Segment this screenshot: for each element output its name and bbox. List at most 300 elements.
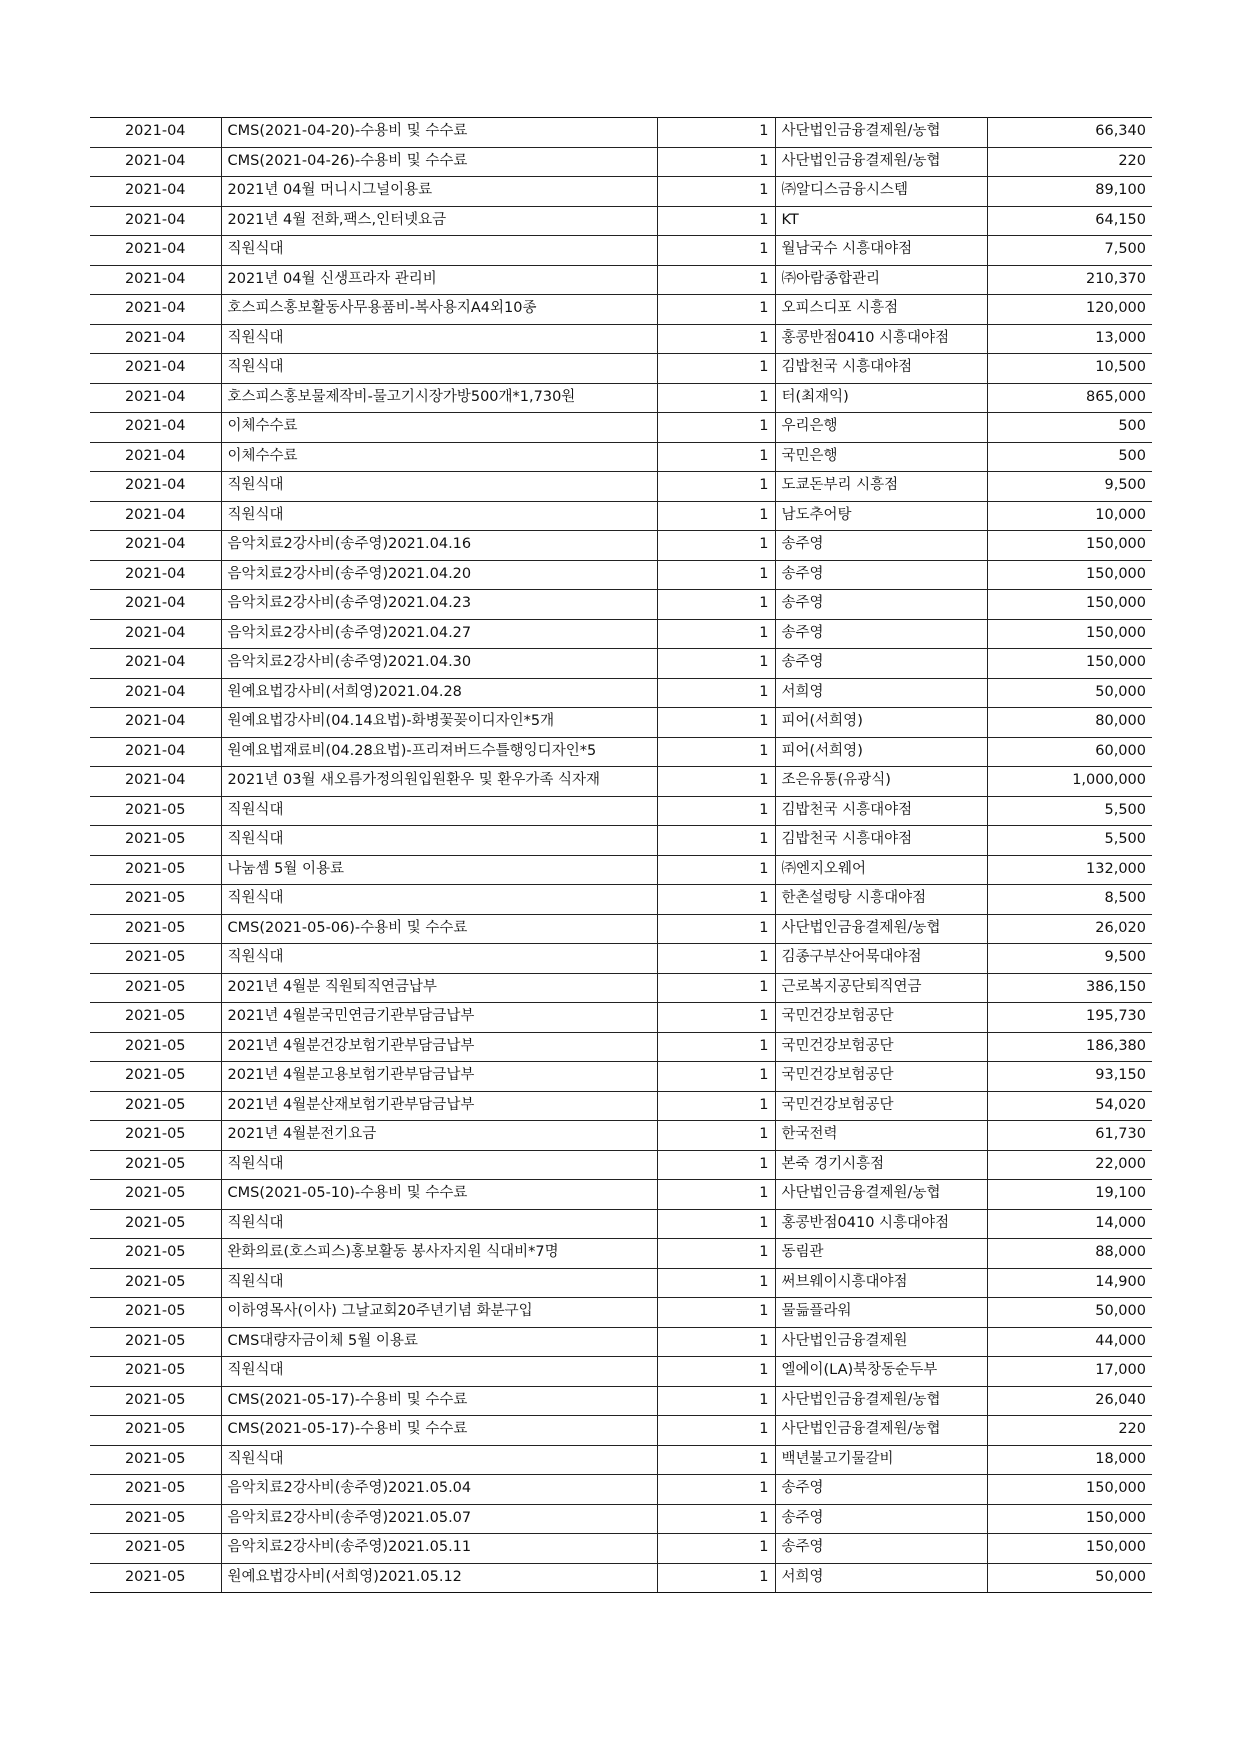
row-quantity: 1 xyxy=(657,1121,775,1151)
row-vendor: KT xyxy=(775,206,987,236)
row-date: 2021-04 xyxy=(90,265,221,295)
row-date: 2021-04 xyxy=(90,118,221,148)
row-amount: 10,500 xyxy=(987,354,1152,384)
table-row xyxy=(90,1003,1152,1033)
row-description: 직원식대 xyxy=(221,236,657,266)
row-description: 2021년 4월분전기요금 xyxy=(221,1121,657,1151)
row-vendor: 물듦플라워 xyxy=(775,1298,987,1328)
row-amount: 150,000 xyxy=(987,1504,1152,1534)
row-date: 2021-04 xyxy=(90,501,221,531)
row-vendor: 사단법인금융결제원 xyxy=(775,1327,987,1357)
row-date: 2021-04 xyxy=(90,324,221,354)
row-amount: 80,000 xyxy=(987,708,1152,738)
row-amount: 13,000 xyxy=(987,324,1152,354)
row-amount: 500 xyxy=(987,413,1152,443)
row-amount: 865,000 xyxy=(987,383,1152,413)
row-description: 원예요법재료비(04.28요법)-프리져버드수틀행잉디자인*5 xyxy=(221,737,657,767)
row-description: 2021년 4월분 직원퇴직연금납부 xyxy=(221,973,657,1003)
table-row xyxy=(90,914,1152,944)
table-row xyxy=(90,649,1152,679)
row-vendor: ㈜엔지오웨어 xyxy=(775,855,987,885)
row-vendor: 엘에이(LA)북창동순두부 xyxy=(775,1357,987,1387)
row-description: 음악치료2강사비(송주영)2021.04.20 xyxy=(221,560,657,590)
row-date: 2021-05 xyxy=(90,1150,221,1180)
row-quantity: 1 xyxy=(657,678,775,708)
row-vendor: 한촌설렁탕 시흥대야점 xyxy=(775,885,987,915)
row-quantity: 1 xyxy=(657,1298,775,1328)
row-amount: 120,000 xyxy=(987,295,1152,325)
row-date: 2021-05 xyxy=(90,1357,221,1387)
row-amount: 5,500 xyxy=(987,796,1152,826)
row-amount: 150,000 xyxy=(987,560,1152,590)
row-date: 2021-05 xyxy=(90,1416,221,1446)
row-date: 2021-05 xyxy=(90,1386,221,1416)
row-date: 2021-05 xyxy=(90,973,221,1003)
table-row xyxy=(90,1062,1152,1092)
row-date: 2021-04 xyxy=(90,619,221,649)
row-vendor: 국민은행 xyxy=(775,442,987,472)
row-description: 직원식대 xyxy=(221,1445,657,1475)
table-row xyxy=(90,1032,1152,1062)
table-row xyxy=(90,531,1152,561)
row-quantity: 1 xyxy=(657,354,775,384)
row-description: 직원식대 xyxy=(221,1268,657,1298)
row-vendor: 남도추어탕 xyxy=(775,501,987,531)
row-quantity: 1 xyxy=(657,501,775,531)
row-description: 2021년 4월분건강보험기관부담금납부 xyxy=(221,1032,657,1062)
row-quantity: 1 xyxy=(657,531,775,561)
row-quantity: 1 xyxy=(657,649,775,679)
row-date: 2021-05 xyxy=(90,1032,221,1062)
row-description: 원예요법강사비(서희영)2021.05.12 xyxy=(221,1563,657,1593)
row-date: 2021-05 xyxy=(90,1239,221,1269)
row-date: 2021-05 xyxy=(90,1445,221,1475)
row-quantity: 1 xyxy=(657,1062,775,1092)
row-date: 2021-04 xyxy=(90,708,221,738)
table-row xyxy=(90,295,1152,325)
row-quantity: 1 xyxy=(657,737,775,767)
row-amount: 150,000 xyxy=(987,649,1152,679)
row-amount: 150,000 xyxy=(987,619,1152,649)
row-quantity: 1 xyxy=(657,206,775,236)
row-vendor: 송주영 xyxy=(775,1475,987,1505)
table-row xyxy=(90,118,1152,148)
table-row xyxy=(90,1475,1152,1505)
table-row xyxy=(90,560,1152,590)
row-date: 2021-04 xyxy=(90,649,221,679)
row-quantity: 1 xyxy=(657,1150,775,1180)
row-amount: 9,500 xyxy=(987,944,1152,974)
row-amount: 195,730 xyxy=(987,1003,1152,1033)
row-vendor: 홍콩반점0410 시흥대야점 xyxy=(775,324,987,354)
row-date: 2021-05 xyxy=(90,855,221,885)
row-quantity: 1 xyxy=(657,590,775,620)
row-description: 직원식대 xyxy=(221,1150,657,1180)
table-row xyxy=(90,1563,1152,1593)
row-vendor: 써브웨이시흥대야점 xyxy=(775,1268,987,1298)
row-vendor: 터(최재익) xyxy=(775,383,987,413)
row-date: 2021-04 xyxy=(90,383,221,413)
row-vendor: 송주영 xyxy=(775,1534,987,1564)
row-date: 2021-05 xyxy=(90,1003,221,1033)
row-vendor: 송주영 xyxy=(775,619,987,649)
table-row xyxy=(90,1298,1152,1328)
row-amount: 150,000 xyxy=(987,1534,1152,1564)
table-row xyxy=(90,944,1152,974)
row-quantity: 1 xyxy=(657,1091,775,1121)
row-description: 2021년 4월분고용보험기관부담금납부 xyxy=(221,1062,657,1092)
row-quantity: 1 xyxy=(657,1209,775,1239)
row-quantity: 1 xyxy=(657,855,775,885)
row-quantity: 1 xyxy=(657,324,775,354)
table-row xyxy=(90,324,1152,354)
row-vendor: 도쿄돈부리 시흥점 xyxy=(775,472,987,502)
row-amount: 132,000 xyxy=(987,855,1152,885)
row-description: 직원식대 xyxy=(221,501,657,531)
row-quantity: 1 xyxy=(657,265,775,295)
row-vendor: 피어(서희영) xyxy=(775,737,987,767)
row-vendor: 송주영 xyxy=(775,649,987,679)
row-quantity: 1 xyxy=(657,796,775,826)
row-description: CMS(2021-05-10)-수용비 및 수수료 xyxy=(221,1180,657,1210)
row-date: 2021-05 xyxy=(90,1180,221,1210)
row-amount: 8,500 xyxy=(987,885,1152,915)
row-quantity: 1 xyxy=(657,1268,775,1298)
row-description: 나눔셈 5월 이용료 xyxy=(221,855,657,885)
row-vendor: 송주영 xyxy=(775,590,987,620)
table-row xyxy=(90,767,1152,797)
row-amount: 26,020 xyxy=(987,914,1152,944)
row-vendor: 우리은행 xyxy=(775,413,987,443)
row-amount: 26,040 xyxy=(987,1386,1152,1416)
row-date: 2021-04 xyxy=(90,678,221,708)
table-row xyxy=(90,1150,1152,1180)
table-row xyxy=(90,472,1152,502)
row-vendor: 조은유통(유광식) xyxy=(775,767,987,797)
row-description: 음악치료2강사비(송주영)2021.04.30 xyxy=(221,649,657,679)
table-row xyxy=(90,590,1152,620)
row-description: 2021년 03월 새오름가정의원입원환우 및 환우가족 식자재 xyxy=(221,767,657,797)
row-description: 음악치료2강사비(송주영)2021.04.27 xyxy=(221,619,657,649)
table-row xyxy=(90,442,1152,472)
row-vendor: 홍콩반점0410 시흥대야점 xyxy=(775,1209,987,1239)
row-date: 2021-04 xyxy=(90,442,221,472)
table-row xyxy=(90,1239,1152,1269)
row-quantity: 1 xyxy=(657,1032,775,1062)
row-description: 호스피스홍보활동사무용품비-복사용지A4외10종 xyxy=(221,295,657,325)
row-description: 음악치료2강사비(송주영)2021.05.04 xyxy=(221,1475,657,1505)
row-date: 2021-05 xyxy=(90,1121,221,1151)
row-description: CMS(2021-05-17)-수용비 및 수수료 xyxy=(221,1416,657,1446)
row-quantity: 1 xyxy=(657,1357,775,1387)
row-amount: 9,500 xyxy=(987,472,1152,502)
row-amount: 44,000 xyxy=(987,1327,1152,1357)
table-row xyxy=(90,1327,1152,1357)
row-description: 호스피스홍보물제작비-물고기시장가방500개*1,730원 xyxy=(221,383,657,413)
row-amount: 150,000 xyxy=(987,1475,1152,1505)
row-date: 2021-05 xyxy=(90,1091,221,1121)
row-date: 2021-04 xyxy=(90,472,221,502)
row-amount: 88,000 xyxy=(987,1239,1152,1269)
row-amount: 89,100 xyxy=(987,177,1152,207)
row-amount: 220 xyxy=(987,147,1152,177)
row-description: 직원식대 xyxy=(221,796,657,826)
row-vendor: 오피스디포 시흥점 xyxy=(775,295,987,325)
row-vendor: ㈜알디스금융시스템 xyxy=(775,177,987,207)
row-amount: 500 xyxy=(987,442,1152,472)
row-date: 2021-05 xyxy=(90,1298,221,1328)
row-date: 2021-05 xyxy=(90,1209,221,1239)
row-vendor: 송주영 xyxy=(775,1504,987,1534)
row-description: 원예요법강사비(서희영)2021.04.28 xyxy=(221,678,657,708)
row-amount: 64,150 xyxy=(987,206,1152,236)
row-amount: 19,100 xyxy=(987,1180,1152,1210)
row-description: 직원식대 xyxy=(221,354,657,384)
row-quantity: 1 xyxy=(657,885,775,915)
row-amount: 186,380 xyxy=(987,1032,1152,1062)
row-quantity: 1 xyxy=(657,560,775,590)
table-row xyxy=(90,678,1152,708)
row-amount: 17,000 xyxy=(987,1357,1152,1387)
row-description: 음악치료2강사비(송주영)2021.05.11 xyxy=(221,1534,657,1564)
row-quantity: 1 xyxy=(657,177,775,207)
row-quantity: 1 xyxy=(657,767,775,797)
row-amount: 50,000 xyxy=(987,1298,1152,1328)
row-description: 완화의료(호스피스)홍보활동 봉사자지원 식대비*7명 xyxy=(221,1239,657,1269)
row-amount: 18,000 xyxy=(987,1445,1152,1475)
row-date: 2021-04 xyxy=(90,295,221,325)
row-vendor: 국민건강보험공단 xyxy=(775,1003,987,1033)
row-amount: 10,000 xyxy=(987,501,1152,531)
row-date: 2021-04 xyxy=(90,560,221,590)
row-quantity: 1 xyxy=(657,619,775,649)
row-quantity: 1 xyxy=(657,1327,775,1357)
row-quantity: 1 xyxy=(657,383,775,413)
row-vendor: 서희영 xyxy=(775,1563,987,1593)
row-description: CMS(2021-04-26)-수용비 및 수수료 xyxy=(221,147,657,177)
row-vendor: 사단법인금융결제원/농협 xyxy=(775,118,987,148)
row-date: 2021-05 xyxy=(90,1504,221,1534)
row-quantity: 1 xyxy=(657,472,775,502)
row-date: 2021-05 xyxy=(90,1062,221,1092)
row-amount: 50,000 xyxy=(987,1563,1152,1593)
row-quantity: 1 xyxy=(657,147,775,177)
row-quantity: 1 xyxy=(657,118,775,148)
row-quantity: 1 xyxy=(657,708,775,738)
table-row xyxy=(90,177,1152,207)
row-vendor: 사단법인금융결제원/농협 xyxy=(775,1180,987,1210)
row-amount: 66,340 xyxy=(987,118,1152,148)
expense-ledger-table xyxy=(90,117,1152,1593)
row-quantity: 1 xyxy=(657,1563,775,1593)
row-vendor: 동림관 xyxy=(775,1239,987,1269)
table-row xyxy=(90,501,1152,531)
row-date: 2021-04 xyxy=(90,354,221,384)
row-date: 2021-04 xyxy=(90,737,221,767)
row-amount: 93,150 xyxy=(987,1062,1152,1092)
row-description: CMS대량자금이체 5월 이용료 xyxy=(221,1327,657,1357)
row-date: 2021-05 xyxy=(90,796,221,826)
row-vendor: 한국전력 xyxy=(775,1121,987,1151)
row-description: 2021년 04월 머니시그널이용료 xyxy=(221,177,657,207)
row-quantity: 1 xyxy=(657,1445,775,1475)
row-quantity: 1 xyxy=(657,236,775,266)
row-vendor: 국민건강보험공단 xyxy=(775,1091,987,1121)
table-row xyxy=(90,796,1152,826)
row-quantity: 1 xyxy=(657,295,775,325)
row-description: 직원식대 xyxy=(221,944,657,974)
row-amount: 7,500 xyxy=(987,236,1152,266)
table-row xyxy=(90,1091,1152,1121)
row-amount: 150,000 xyxy=(987,531,1152,561)
row-description: 원예요법강사비(04.14요법)-화병꽃꽂이디자인*5개 xyxy=(221,708,657,738)
row-description: 직원식대 xyxy=(221,1209,657,1239)
row-vendor: 김밥천국 시흥대야점 xyxy=(775,826,987,856)
row-amount: 60,000 xyxy=(987,737,1152,767)
row-amount: 14,900 xyxy=(987,1268,1152,1298)
table-row xyxy=(90,1121,1152,1151)
row-description: 직원식대 xyxy=(221,472,657,502)
table-row xyxy=(90,973,1152,1003)
row-description: 2021년 04월 신생프라자 관리비 xyxy=(221,265,657,295)
row-amount: 150,000 xyxy=(987,590,1152,620)
row-quantity: 1 xyxy=(657,973,775,1003)
row-vendor: 서희영 xyxy=(775,678,987,708)
row-vendor: 김종구부산어묵대야점 xyxy=(775,944,987,974)
table-row xyxy=(90,1445,1152,1475)
row-amount: 61,730 xyxy=(987,1121,1152,1151)
row-date: 2021-05 xyxy=(90,1563,221,1593)
row-date: 2021-05 xyxy=(90,1327,221,1357)
row-date: 2021-05 xyxy=(90,914,221,944)
row-quantity: 1 xyxy=(657,1003,775,1033)
row-description: 직원식대 xyxy=(221,324,657,354)
row-date: 2021-04 xyxy=(90,177,221,207)
row-description: 직원식대 xyxy=(221,885,657,915)
row-description: 직원식대 xyxy=(221,826,657,856)
row-quantity: 1 xyxy=(657,1239,775,1269)
table-row xyxy=(90,265,1152,295)
row-description: 이체수수료 xyxy=(221,413,657,443)
row-description: 2021년 4월 전화,팩스,인터넷요금 xyxy=(221,206,657,236)
row-quantity: 1 xyxy=(657,826,775,856)
table-row xyxy=(90,826,1152,856)
row-amount: 1,000,000 xyxy=(987,767,1152,797)
row-amount: 220 xyxy=(987,1416,1152,1446)
row-description: CMS(2021-05-17)-수용비 및 수수료 xyxy=(221,1386,657,1416)
row-description: 2021년 4월분산재보험기관부담금납부 xyxy=(221,1091,657,1121)
row-vendor: 국민건강보험공단 xyxy=(775,1032,987,1062)
row-vendor: 송주영 xyxy=(775,531,987,561)
table-row xyxy=(90,236,1152,266)
row-vendor: 백년불고기물갈비 xyxy=(775,1445,987,1475)
row-vendor: ㈜아람종합관리 xyxy=(775,265,987,295)
row-vendor: 피어(서희영) xyxy=(775,708,987,738)
row-date: 2021-05 xyxy=(90,1268,221,1298)
row-quantity: 1 xyxy=(657,442,775,472)
row-vendor: 김밥천국 시흥대야점 xyxy=(775,796,987,826)
row-description: 음악치료2강사비(송주영)2021.04.16 xyxy=(221,531,657,561)
table-row xyxy=(90,1504,1152,1534)
table-row xyxy=(90,1209,1152,1239)
row-description: 음악치료2강사비(송주영)2021.04.23 xyxy=(221,590,657,620)
table-row xyxy=(90,855,1152,885)
row-quantity: 1 xyxy=(657,1504,775,1534)
row-description: 이하영목사(이사) 그날교회20주년기념 화분구입 xyxy=(221,1298,657,1328)
row-quantity: 1 xyxy=(657,1416,775,1446)
row-quantity: 1 xyxy=(657,1386,775,1416)
row-quantity: 1 xyxy=(657,1534,775,1564)
row-vendor: 월남국수 시흥대야점 xyxy=(775,236,987,266)
row-amount: 50,000 xyxy=(987,678,1152,708)
table-row xyxy=(90,708,1152,738)
table-row xyxy=(90,413,1152,443)
row-amount: 210,370 xyxy=(987,265,1152,295)
table-row xyxy=(90,885,1152,915)
row-quantity: 1 xyxy=(657,944,775,974)
table-row xyxy=(90,354,1152,384)
row-description: 음악치료2강사비(송주영)2021.05.07 xyxy=(221,1504,657,1534)
row-date: 2021-04 xyxy=(90,413,221,443)
row-description: 2021년 4월분국민연금기관부담금납부 xyxy=(221,1003,657,1033)
table-row xyxy=(90,383,1152,413)
row-quantity: 1 xyxy=(657,914,775,944)
row-date: 2021-05 xyxy=(90,826,221,856)
row-vendor: 국민건강보험공단 xyxy=(775,1062,987,1092)
row-quantity: 1 xyxy=(657,1180,775,1210)
row-description: 직원식대 xyxy=(221,1357,657,1387)
row-vendor: 근로복지공단퇴직연금 xyxy=(775,973,987,1003)
row-date: 2021-04 xyxy=(90,767,221,797)
row-amount: 5,500 xyxy=(987,826,1152,856)
row-amount: 14,000 xyxy=(987,1209,1152,1239)
row-vendor: 김밥천국 시흥대야점 xyxy=(775,354,987,384)
table-row xyxy=(90,1357,1152,1387)
row-vendor: 본죽 경기시흥점 xyxy=(775,1150,987,1180)
table-row xyxy=(90,1386,1152,1416)
table-row xyxy=(90,147,1152,177)
table-row xyxy=(90,206,1152,236)
row-date: 2021-04 xyxy=(90,531,221,561)
table-row xyxy=(90,1416,1152,1446)
row-quantity: 1 xyxy=(657,413,775,443)
table-row xyxy=(90,737,1152,767)
row-amount: 386,150 xyxy=(987,973,1152,1003)
row-date: 2021-05 xyxy=(90,1534,221,1564)
row-description: CMS(2021-05-06)-수용비 및 수수료 xyxy=(221,914,657,944)
row-date: 2021-04 xyxy=(90,147,221,177)
row-quantity: 1 xyxy=(657,1475,775,1505)
ledger-body xyxy=(90,118,1152,1593)
row-date: 2021-05 xyxy=(90,885,221,915)
row-vendor: 사단법인금융결제원/농협 xyxy=(775,1416,987,1446)
row-date: 2021-04 xyxy=(90,206,221,236)
row-vendor: 사단법인금융결제원/농협 xyxy=(775,1386,987,1416)
row-date: 2021-04 xyxy=(90,590,221,620)
row-date: 2021-05 xyxy=(90,944,221,974)
table-row xyxy=(90,1268,1152,1298)
row-date: 2021-05 xyxy=(90,1475,221,1505)
row-amount: 22,000 xyxy=(987,1150,1152,1180)
row-description: 이체수수료 xyxy=(221,442,657,472)
table-row xyxy=(90,1534,1152,1564)
row-description: CMS(2021-04-20)-수용비 및 수수료 xyxy=(221,118,657,148)
table-row xyxy=(90,619,1152,649)
row-vendor: 사단법인금융결제원/농협 xyxy=(775,914,987,944)
row-vendor: 사단법인금융결제원/농협 xyxy=(775,147,987,177)
row-amount: 54,020 xyxy=(987,1091,1152,1121)
row-vendor: 송주영 xyxy=(775,560,987,590)
